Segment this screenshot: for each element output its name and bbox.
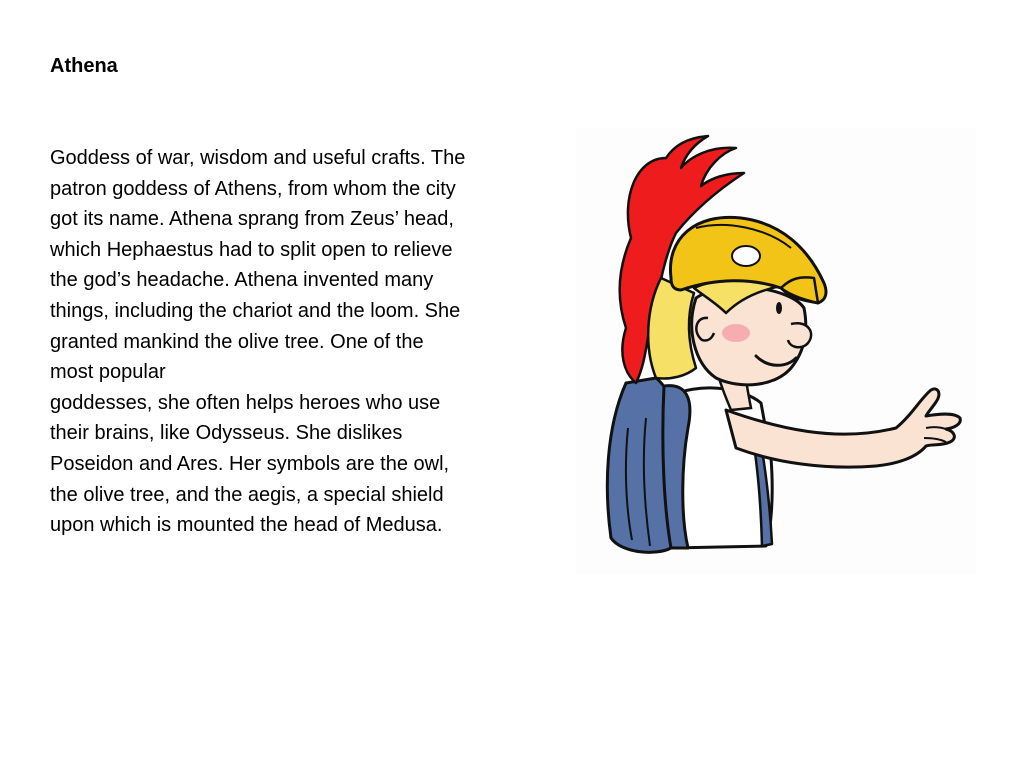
nose-shape — [788, 323, 811, 347]
eye-shape — [776, 302, 782, 314]
body-line: granted mankind the olive tree. One of the — [50, 330, 424, 353]
body-line: patron goddess of Athens, from whom the city — [50, 177, 456, 200]
helmet-eye-hole — [732, 246, 760, 266]
body-line: the god’s headache. Athena invented many — [50, 269, 434, 292]
body-line: things, including the chariot and the loom. She — [50, 299, 461, 322]
slide-body-text — [50, 143, 550, 541]
arm-shape — [726, 389, 960, 467]
athena-cartoon-svg — [576, 128, 976, 575]
hair-shape — [648, 278, 696, 379]
body-line: their brains, like Odysseus. She dislikes — [50, 422, 403, 445]
body-line: which Hephaestus had to split open to relieve — [50, 238, 453, 261]
body-line: the olive tree, and the aegis, a special shield — [50, 483, 444, 506]
cheek-shape — [722, 324, 750, 342]
body-line: most popular — [50, 361, 166, 384]
slide-title: Athena — [50, 55, 118, 77]
body-line: got its name. Athena sprang from Zeus’ head, — [50, 208, 454, 231]
athena-illustration — [576, 128, 976, 575]
body-line: Goddess of war, wisdom and useful crafts. The — [50, 147, 466, 169]
body-line: upon which is mounted the head of Medusa. — [50, 514, 443, 537]
body-line: goddesses, she often helps heroes who use — [50, 391, 441, 414]
body-line: Poseidon and Ares. Her symbols are the owl, — [50, 452, 450, 475]
